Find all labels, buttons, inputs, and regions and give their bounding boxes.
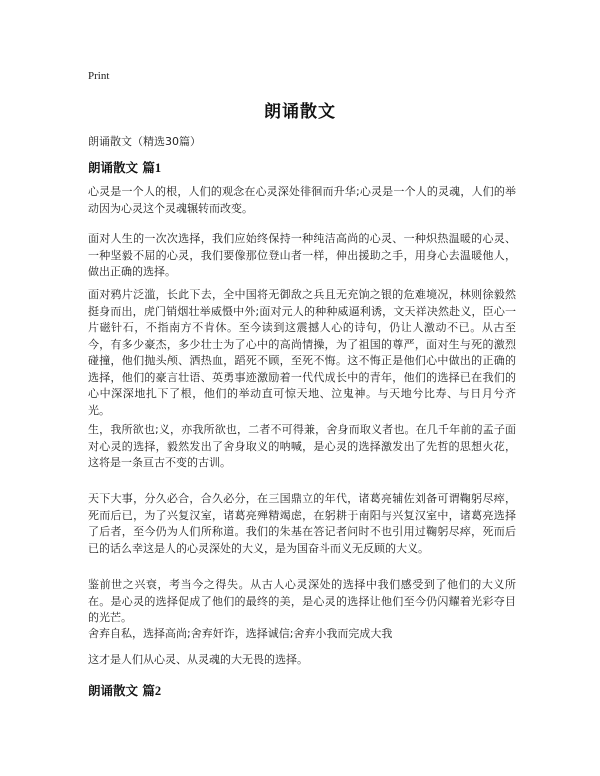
document-subtitle: 朗诵散文（精选30篇） [88, 135, 201, 148]
paragraph-2: 面对人生的一次次选择，我们应始终保持一种纯洁高尚的心灵、一种炽热温暖的心灵、一种坚毅不屈的心灵，我们要像那位登山者一样，伸出援助之手，用身心去温暖他人，做出正确的选择。 [88, 232, 516, 278]
section-heading-text: 朗诵散文 篇 [88, 160, 155, 175]
paragraph-7: 舍弃自私，选择高尚;舍弃奸诈，选择诚信;舍弃小我而完成大我 [88, 627, 393, 640]
print-link[interactable]: Print [88, 70, 110, 82]
section-number: 1 [154, 161, 162, 175]
paragraph-6: 鉴前世之兴衰，考当今之得失。从古人心灵深处的选择中我们感受到了他们的大义所在。是心灵的选择促成了他们的最终的美，是心灵的选择让他们至今仍闪耀着光彩夺目的光芒。 [88, 578, 516, 624]
paragraph-3: 面对鸦片泛滥，长此下去，全中国将无御敌之兵且无充饷之银的危难境况，林则徐毅然挺身而出，虎门销烟壮举威慑中外;面对元人的种种威逼利诱，文天祥决然赴义，臣心一片磁针石，不指南方不肯休。至今读到这震撼人心的诗句，仍让人激动不已。从古至今，有多少豪杰，多少壮士为了心中的高尚情操，为了祖国的尊严，面对生与死的激烈碰撞，他们抛头颅、洒热血，蹈死不顾，至死不悔。这不悔正是他们心中做出的正确的选择，他们的豪言壮语、英勇事迹激励着一代代成长中的青年，他们的选择已在我们的心中深深地扎下了根，他们的举动直可惊天地、泣鬼神。与天地兮比寿、与日月兮齐光。 [88, 288, 516, 417]
paragraph-8: 这才是人们从心灵、从灵魂的大无畏的选择。 [88, 653, 308, 666]
paragraph-1: 心灵是一个人的根，人们的观念在心灵深处徘徊而升华;心灵是一个人的灵魂，人们的举动因为心灵这个灵魂辗转而改变。 [88, 185, 516, 215]
paragraph-5: 天下大事，分久必合，合久必分，在三国鼎立的年代，诸葛亮辅佐刘备可谓鞠躬尽瘁，死而后已，为了兴复汉室，诸葛亮殚精竭虑，在躬耕于南阳与兴复汉室中，诸葛亮选择了后者，至今仍为人们所称道。我们的朱基在答记者问时不也引用过鞠躬尽瘁，死而后已的话么幸这是人的心灵深处的大义，是为国奋斗而义无反顾的大义。 [88, 492, 516, 555]
section-heading-1 [88, 158, 161, 176]
paragraph-4: 生，我所欲也;义，亦我所欲也，二者不可得兼，舍身而取义者也。在几千年前的孟子面对心灵的选择，毅然发出了舍身取义的呐喊，是心灵的选择激发出了先哲的思想火花，这将是一条亘古不变的古训。 [88, 423, 516, 469]
section-heading-text: 朗诵散文 篇 [88, 683, 155, 698]
section-number: 2 [154, 684, 162, 698]
page-title: 朗诵散文 [264, 102, 336, 122]
section-heading-2 [88, 681, 161, 699]
